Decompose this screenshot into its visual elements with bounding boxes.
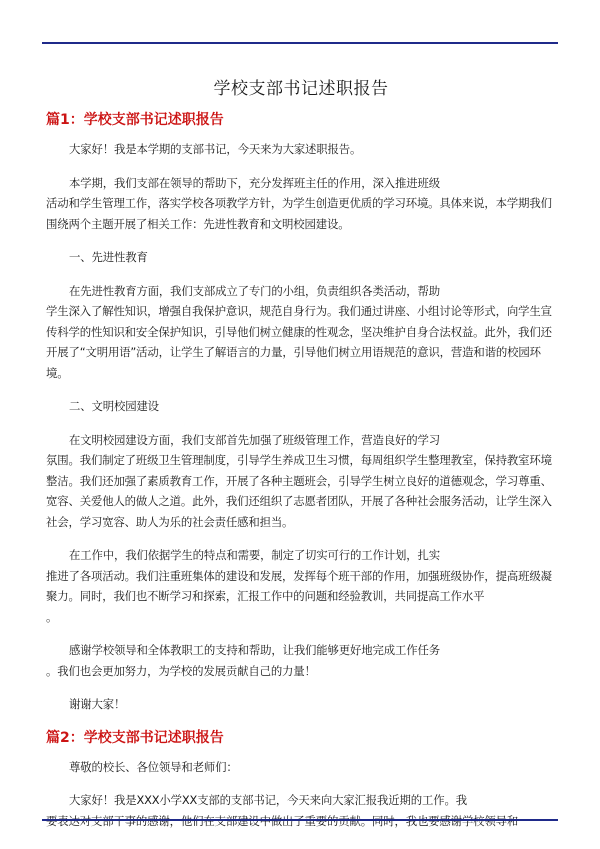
section-1-heading: 篇1：学校支部书记述职报告 xyxy=(46,112,224,128)
top-rule xyxy=(42,42,558,44)
subheading-civilized-campus: 二、文明校园建设 xyxy=(69,399,159,413)
paragraph-line: 活动和学生管理工作，落实学校各项教学方针，为学生创造更优质的学习环境。具体来说，本学期我们围绕两个主题开展了相关工作：先进性教育和文明校园建设。 xyxy=(46,196,552,231)
section-2-paragraph-intro xyxy=(46,790,556,831)
section-1-paragraph-intro xyxy=(46,173,556,235)
bottom-rule xyxy=(42,819,558,821)
section-1-paragraph-campus xyxy=(46,430,556,533)
subheading-advanced-education: 一、先进性教育 xyxy=(69,250,148,264)
paragraph-line: 。我们也会更加努力，为学校的发展贡献自己的力量！ xyxy=(46,663,316,678)
paragraph-line: 推进了各项活动。我们注重班集体的建设和发展，发挥每个班干部的作用，加强班级协作，提高班级凝聚力。同时，我们也不断学习和探索，汇报工作中的问题和经验教训，共同提高工作水平 xyxy=(46,568,552,603)
section-1-paragraph-education xyxy=(46,281,556,384)
section-1-paragraph-work xyxy=(46,545,556,627)
section-1-closing: 谢谢大家！ xyxy=(69,697,126,711)
paragraph-line: 在先进性教育方面，我们支部成立了专门的小组，负责组织各类活动，帮助 xyxy=(69,283,440,298)
section-1-greeting: 大家好！我是本学期的支部书记，今天来为大家述职报告。 xyxy=(69,142,362,156)
paragraph-line: 。 xyxy=(46,609,58,624)
paragraph-line: 本学期，我们支部在领导的帮助下，充分发挥班主任的作用，深入推进班级 xyxy=(69,175,440,190)
document-page xyxy=(46,56,556,831)
paragraph-line: 氛围。我们制定了班级卫生管理制度，引导学生养成卫生习惯，每周组织学生整理教室，保持教室环境整洁。我们还加强了素质教育工作，开展了各种主题班会，引导学生树立良好的道德观念，学习尊重、宽容、关爱他人的做人之道。此外，我们还组织了志愿者团队，开展了各种社会服务活动，让学生深入社会，学习宽容、助人为乐的社会责任感和担当。 xyxy=(46,453,552,529)
document-title: 学校支部书记述职报告 xyxy=(213,79,389,99)
paragraph-line: 要表达对支部干事的感谢，他们在支部建设中做出了重要的贡献。同时，我也要感谢学校领导和 xyxy=(46,813,519,828)
paragraph-line: 感谢学校领导和全体教职工的支持和帮助，让我们能够更好地完成工作任务 xyxy=(69,643,440,657)
paragraph-line: 学生深入了解性知识，增强自我保护意识，规范自身行为。我们通过讲座、小组讨论等形式，向学生宣传科学的性知识和安全保护知识，引导他们树立健康的性观念，坚决维护自身合法权益。此外，我们还开展了“文明用语”活动，让学生了解语言的力量，引导他们树立用语规范的意识，营造和谐的校园环境。 xyxy=(46,304,552,380)
paragraph-line: 在工作中，我们依据学生的特点和需要，制定了切实可行的工作计划，扎实 xyxy=(69,548,440,562)
section-1-paragraph-thanks xyxy=(46,640,556,681)
section-2-heading: 篇2：学校支部书记述职报告 xyxy=(46,729,224,746)
paragraph-line: 大家好！我是XXX小学XX支部的支部书记，今天来向大家汇报我近期的工作。我 xyxy=(69,793,467,807)
paragraph-line: 在文明校园建设方面，我们支部首先加强了班级管理工作，营造良好的学习 xyxy=(69,432,440,447)
section-2-salutation: 尊敬的校长、各位领导和老师们： xyxy=(69,759,238,774)
